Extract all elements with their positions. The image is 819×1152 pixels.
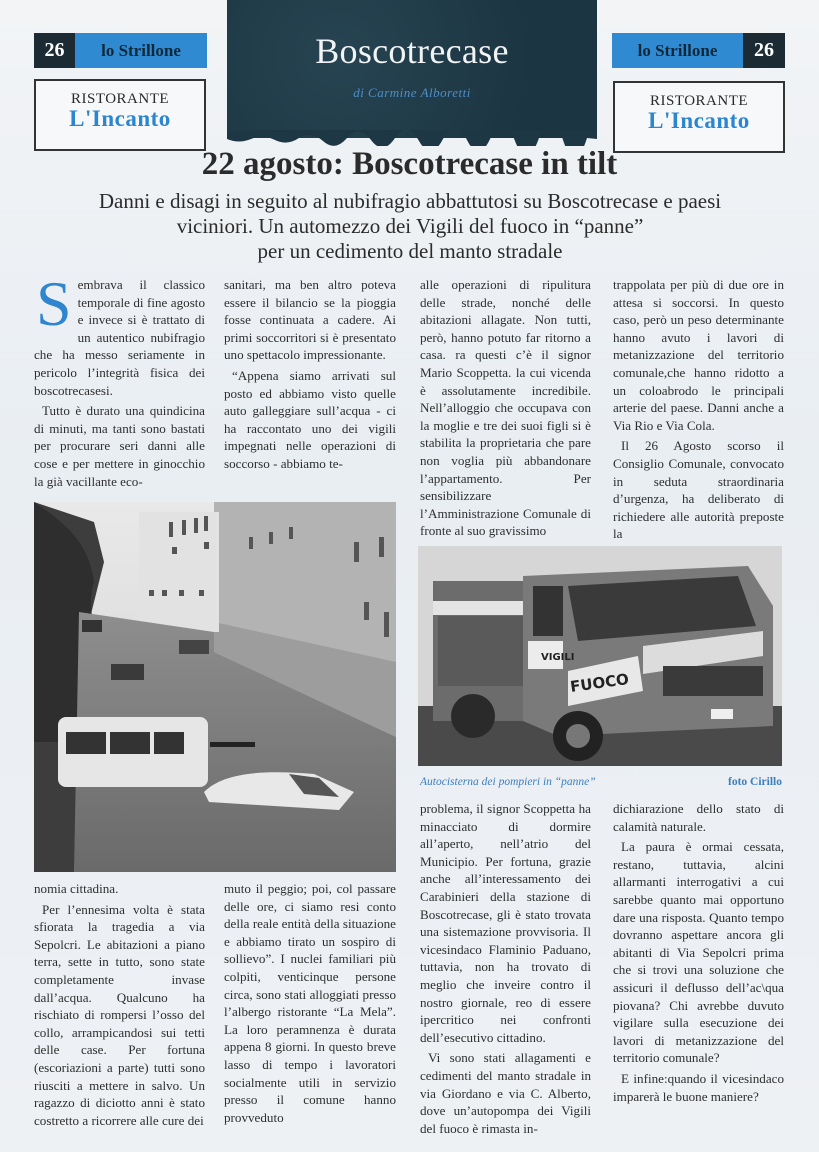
truck-cab-text: FUOCO (569, 669, 630, 696)
paragraph: embrava il classico temporale di fine agosto e invece si è trattato di un autentico nubifragio che ha messo seriamente in pericolo l’integrità fisica dei boscotrecasesi. (34, 277, 205, 398)
article-headline: 22 agosto: Boscotrecase in tilt (201, 146, 618, 182)
subhead-line: viciniori. Un automezzo dei Vigili del fuoco in “panne” (176, 214, 644, 238)
publication-name: lo Strillone (75, 33, 207, 68)
paragraph: “Appena siamo arrivati sul posto ed abbiamo visto quelle auto galleggiare sull’acqua - ci ha raccontato uno dei vigili impegnati nelle operazioni di soccorso - abbiamo te- (224, 367, 396, 471)
truck-door-text: VIGILI (541, 652, 575, 663)
paragraph: muto il peggio; poi, col passare delle ore, ci siamo resi conto della reale entità della situazione e abbiamo tirato un sospiro di sollievo”. I nuclei familiari più colpiti, venticinque persone circa, sono stati alloggiati presso l’albergo ristorante “La Mela”. La loro peramnenza è durata appena 8 giorni. In questo breve lasso di tempo i lavoratori socialmente utili in servizio presso il comune hanno provveduto (224, 881, 396, 1125)
ad-label: RISTORANTE (649, 93, 749, 109)
paragraph: problema, il signor Scoppetta ha minacciato di dormire all’aperto, nell’atrio del Municipio. Per fortuna, grazie anche all’interessamento dei Carabinieri della stazione di Boscotrecase, gli è stato trovata una sistemazione provvisoria. Il vicesindaco Flaminio Paduano, tuttavia, non ha trovato di meglio che inveire contro il nostro giornale, reo di essere ipercritico nei confronti dell’esecutivo cittadino. (420, 801, 591, 1045)
paragraph: E infine:quando il vicesindaco imparerà le buone maniere? (613, 1070, 784, 1104)
flood-photo-illustration (34, 502, 396, 872)
page-number: 26 (743, 33, 785, 68)
paragraph: Vi sono stati allagamenti e cedimenti del manto stradale in via Giordano e via C. Alberto, dove un’autopompa dei Vigili del fuoco è rimasta in- (420, 1050, 591, 1136)
paragraph: Per l’ennesima volta è stata sfiorata la tragedia a via Sepolcri. Le abitazioni a piano terra, sette in tutto, sono state completamente invase dall’acqua. Qualcuno ha rischiato di rompersi l’osso del collo, arrampicandosi sui tetti delle case. Per fortuna (escoriazioni a parte) tutti sono riusciti a mettere in salvo. Un ragazzo di diciotto anni è stato costretto a ricorrere alle cure dei (34, 901, 205, 1128)
restaurant-ad-right (613, 81, 785, 153)
restaurant-ad-left (34, 79, 206, 151)
photo-credit: foto Cirillo (728, 776, 782, 788)
masthead-left (34, 33, 207, 68)
subhead-line: Danni e disagi in seguito al nubifragio abbattutosi su Boscotrecase e paesi (98, 189, 722, 213)
paragraph: Il 26 Agosto scorso il Consiglio Comunale, convocato in seduta straordinaria d’urgenza, ha deliberato di richiedere alle autorità preposte la (613, 438, 784, 542)
drop-cap: S (36, 268, 72, 339)
column-3-top (420, 276, 591, 540)
paragraph: alle operazioni di ripulitura delle strade, nonché delle abitazioni allagate. Non tutti, però, hanno potuto far ritorno a casa. ra questi c’è il signor Mario Scoppetta. la cui vicenda è assolutamente incredibile. Nell’alloggio che occupava con la moglie e tre dei suoi figli si è stabilita la proprietaria che pare non voglia più abbandonare l’appartamento. Per sensibilizzare l’Amministrazione Comunale di fronte al suo gravissimo (420, 277, 591, 539)
column-1-bottom (34, 880, 205, 1129)
flooded-street-photo (34, 502, 396, 872)
paragraph: Tutto è durato una quindicina di minuti, ma tanti sono bastati per procurare seri danni alle cose e per mettere in ginocchio la già vacillante eco- (34, 403, 205, 489)
fire-truck-photo (418, 546, 782, 766)
ad-restaurant-name: L'Incanto (69, 106, 171, 131)
column-2-top (224, 276, 396, 473)
byline: di Carmine Alboretti (353, 85, 471, 100)
column-4-bottom (613, 800, 784, 1105)
subhead-line: per un cedimento del manto stradale (257, 239, 563, 263)
paragraph: nomia cittadina. (34, 881, 119, 896)
masthead-right (612, 33, 785, 68)
ad-restaurant-name: L'Incanto (648, 108, 750, 133)
paragraph: La paura è ormai cessata, restano, tuttavia, alcini allarmanti interrogativi a cui sarebbe quanto mai opportuno dare una risposta. Quanto tempo dovranno aspettare ancora gli abitanti di Via Sepolcri prima che si trovi una soluzione che assicuri il deflusso dell’ac\qua piovana? Chi avrebbe duvuto vigilare sulla esecuzione dei lavori di metanizzazione del territorio comunale? (613, 839, 784, 1066)
publication-name: lo Strillone (612, 33, 743, 68)
column-4-top (613, 276, 784, 543)
section-title: Boscotrecase (315, 31, 509, 71)
column-1-top (34, 268, 205, 490)
column-2-bottom (224, 880, 396, 1126)
paragraph: dichiarazione dello stato di calamità naturale. (613, 801, 784, 834)
torn-edge (227, 130, 597, 146)
paragraph: trappolata per più di due ore in attesa si soccorsi. In questo caso, però un peso determinante hanno avuto i lavori di metanizzazione del territorio comunale,che hanno ridotto a un coloabrodo le principali arterie del paese. Danni anche a Via Rio e Via Cola. (613, 277, 784, 433)
article-subheadline (60, 189, 760, 264)
page-number: 26 (34, 33, 75, 68)
photo-caption: Autocisterna dei pompieri in “panne” (420, 776, 596, 788)
paragraph: sanitari, ma ben altro poteva essere il bilancio se la pioggia fosse continuata a cadere. Ai primi soccorritori si è presentato uno spettacolo impressionante. (224, 277, 396, 363)
ad-label: RISTORANTE (70, 91, 170, 107)
column-3-bottom (420, 800, 591, 1137)
fire-truck-illustration (418, 546, 782, 766)
section-banner (227, 0, 597, 138)
